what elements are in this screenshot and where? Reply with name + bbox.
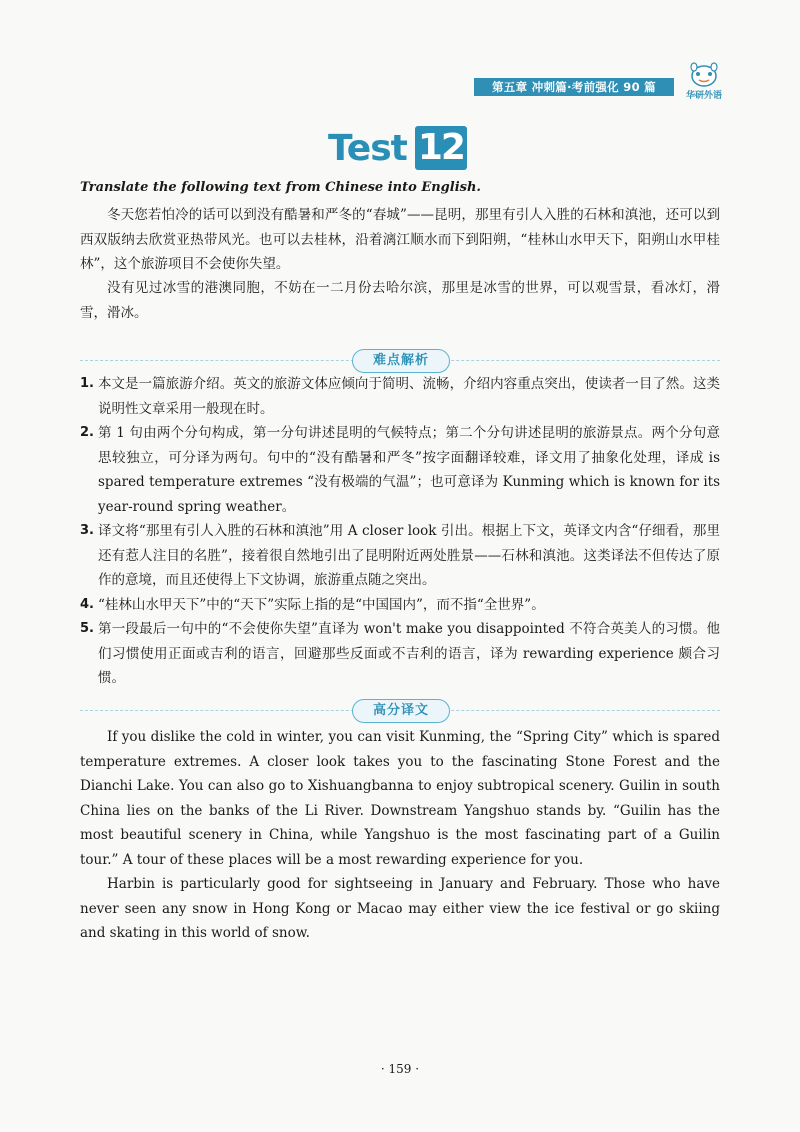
- item-number: 1.: [80, 376, 94, 391]
- item-text: 第 1 句由两个分句构成，第一分句讲述昆明的气候特点；第二个分句讲述昆明的旅游景点。两个分句意思较独立，可分译为两句。句中的“没有酷暑和严冬”按字面翻译较难，译文用了抽象化处理，译成 is spared temperature extremes “没有极端的气温”；也可意译为 Kunming which is known for its year-round spring weather。: [98, 425, 720, 515]
- page-title: [328, 122, 467, 174]
- title-word: Test: [328, 127, 407, 169]
- list-item: [80, 617, 720, 691]
- list-item: [80, 519, 720, 593]
- translation-heading: 高分译文: [352, 699, 450, 723]
- item-text: 译文将“那里有引人入胜的石林和滇池”用 A closer look 引出。根据上下文，英译文内含“仔细看，那里还有惹人注目的名胜”，接着很自然地引出了昆明附近两处胜景——石林和滇池。这类译法不但传达了原作的意境，而且还使得上下文协调，旅游重点随之突出。: [98, 523, 720, 588]
- item-number: 3.: [80, 523, 94, 538]
- item-text: “桂林山水甲天下”中的“天下”实际上指的是“中国国内”，而不指“全世界”。: [98, 596, 545, 613]
- analysis-list: [80, 372, 720, 691]
- title-number: 12: [415, 126, 467, 170]
- translation-paragraph-2: Harbin is particularly good for sightseeing in January and February. Those who have never seen any snow in Hong Kong or Macao may either view the ice festival or go skiing and skating in this world of snow.: [80, 876, 720, 941]
- translation-paragraph-1: If you dislike the cold in winter, you can visit Kunming, the “Spring City” which is spared temperature extremes. A closer look takes you to the fascinating Stone Forest and the Dianchi Lake. You can also go to Xishuangbanna to enjoy subtropical scenery. Guilin in south China lies on the banks of the Li River. Downstream Yangshuo stands by. “Guilin has the most beautiful scenery in China, while Yangshuo is the most fascinating part of a Guilin tour.” A tour of these places will be a most rewarding experience for you.: [80, 729, 720, 868]
- list-item: [80, 372, 720, 421]
- instruction: Translate the following text from Chinese into English.: [80, 180, 481, 195]
- source-paragraph-1: 冬天您若怕冷的话可以到没有酷暑和严冬的“春城”——昆明，那里有引人入胜的石林和滇池，还可以到西双版纳去欣赏亚热带风光。也可以去桂林，沿着漓江顺水而下到阳朔，“桂林山水甲天下，阳朔山水甲桂林”，这个旅游项目不会使你失望。: [80, 207, 720, 272]
- chapter-band: 第五章 冲刺篇·考前强化 90 篇: [474, 78, 674, 96]
- list-item: [80, 421, 720, 519]
- item-number: 4.: [80, 596, 94, 612]
- analysis-heading: 难点解析: [352, 349, 450, 373]
- page-number: · 159 ·: [380, 1062, 420, 1076]
- publisher-logo-text: 华研外语: [685, 91, 722, 101]
- item-number: 5.: [80, 621, 94, 636]
- list-item: [80, 593, 720, 618]
- item-text: 第一段最后一句中的“不会使你失望”直译为 won't make you disappointed 不符合英美人的习惯。他们习惯使用正面或吉利的语言，回避那些反面或不吉利的语言，译为 rewarding experience 颇合习惯。: [98, 621, 720, 686]
- item-text: 本文是一篇旅游介绍。英文的旅游文体应倾向于简明、流畅，介绍内容重点突出，使读者一目了然。这类说明性文章采用一般现在时。: [98, 376, 720, 417]
- source-paragraph-2: 没有见过冰雪的港澳同胞，不妨在一二月份去哈尔滨，那里是冰雪的世界，可以观雪景，看冰灯，滑雪，滑冰。: [80, 280, 720, 321]
- item-number: 2.: [80, 425, 94, 440]
